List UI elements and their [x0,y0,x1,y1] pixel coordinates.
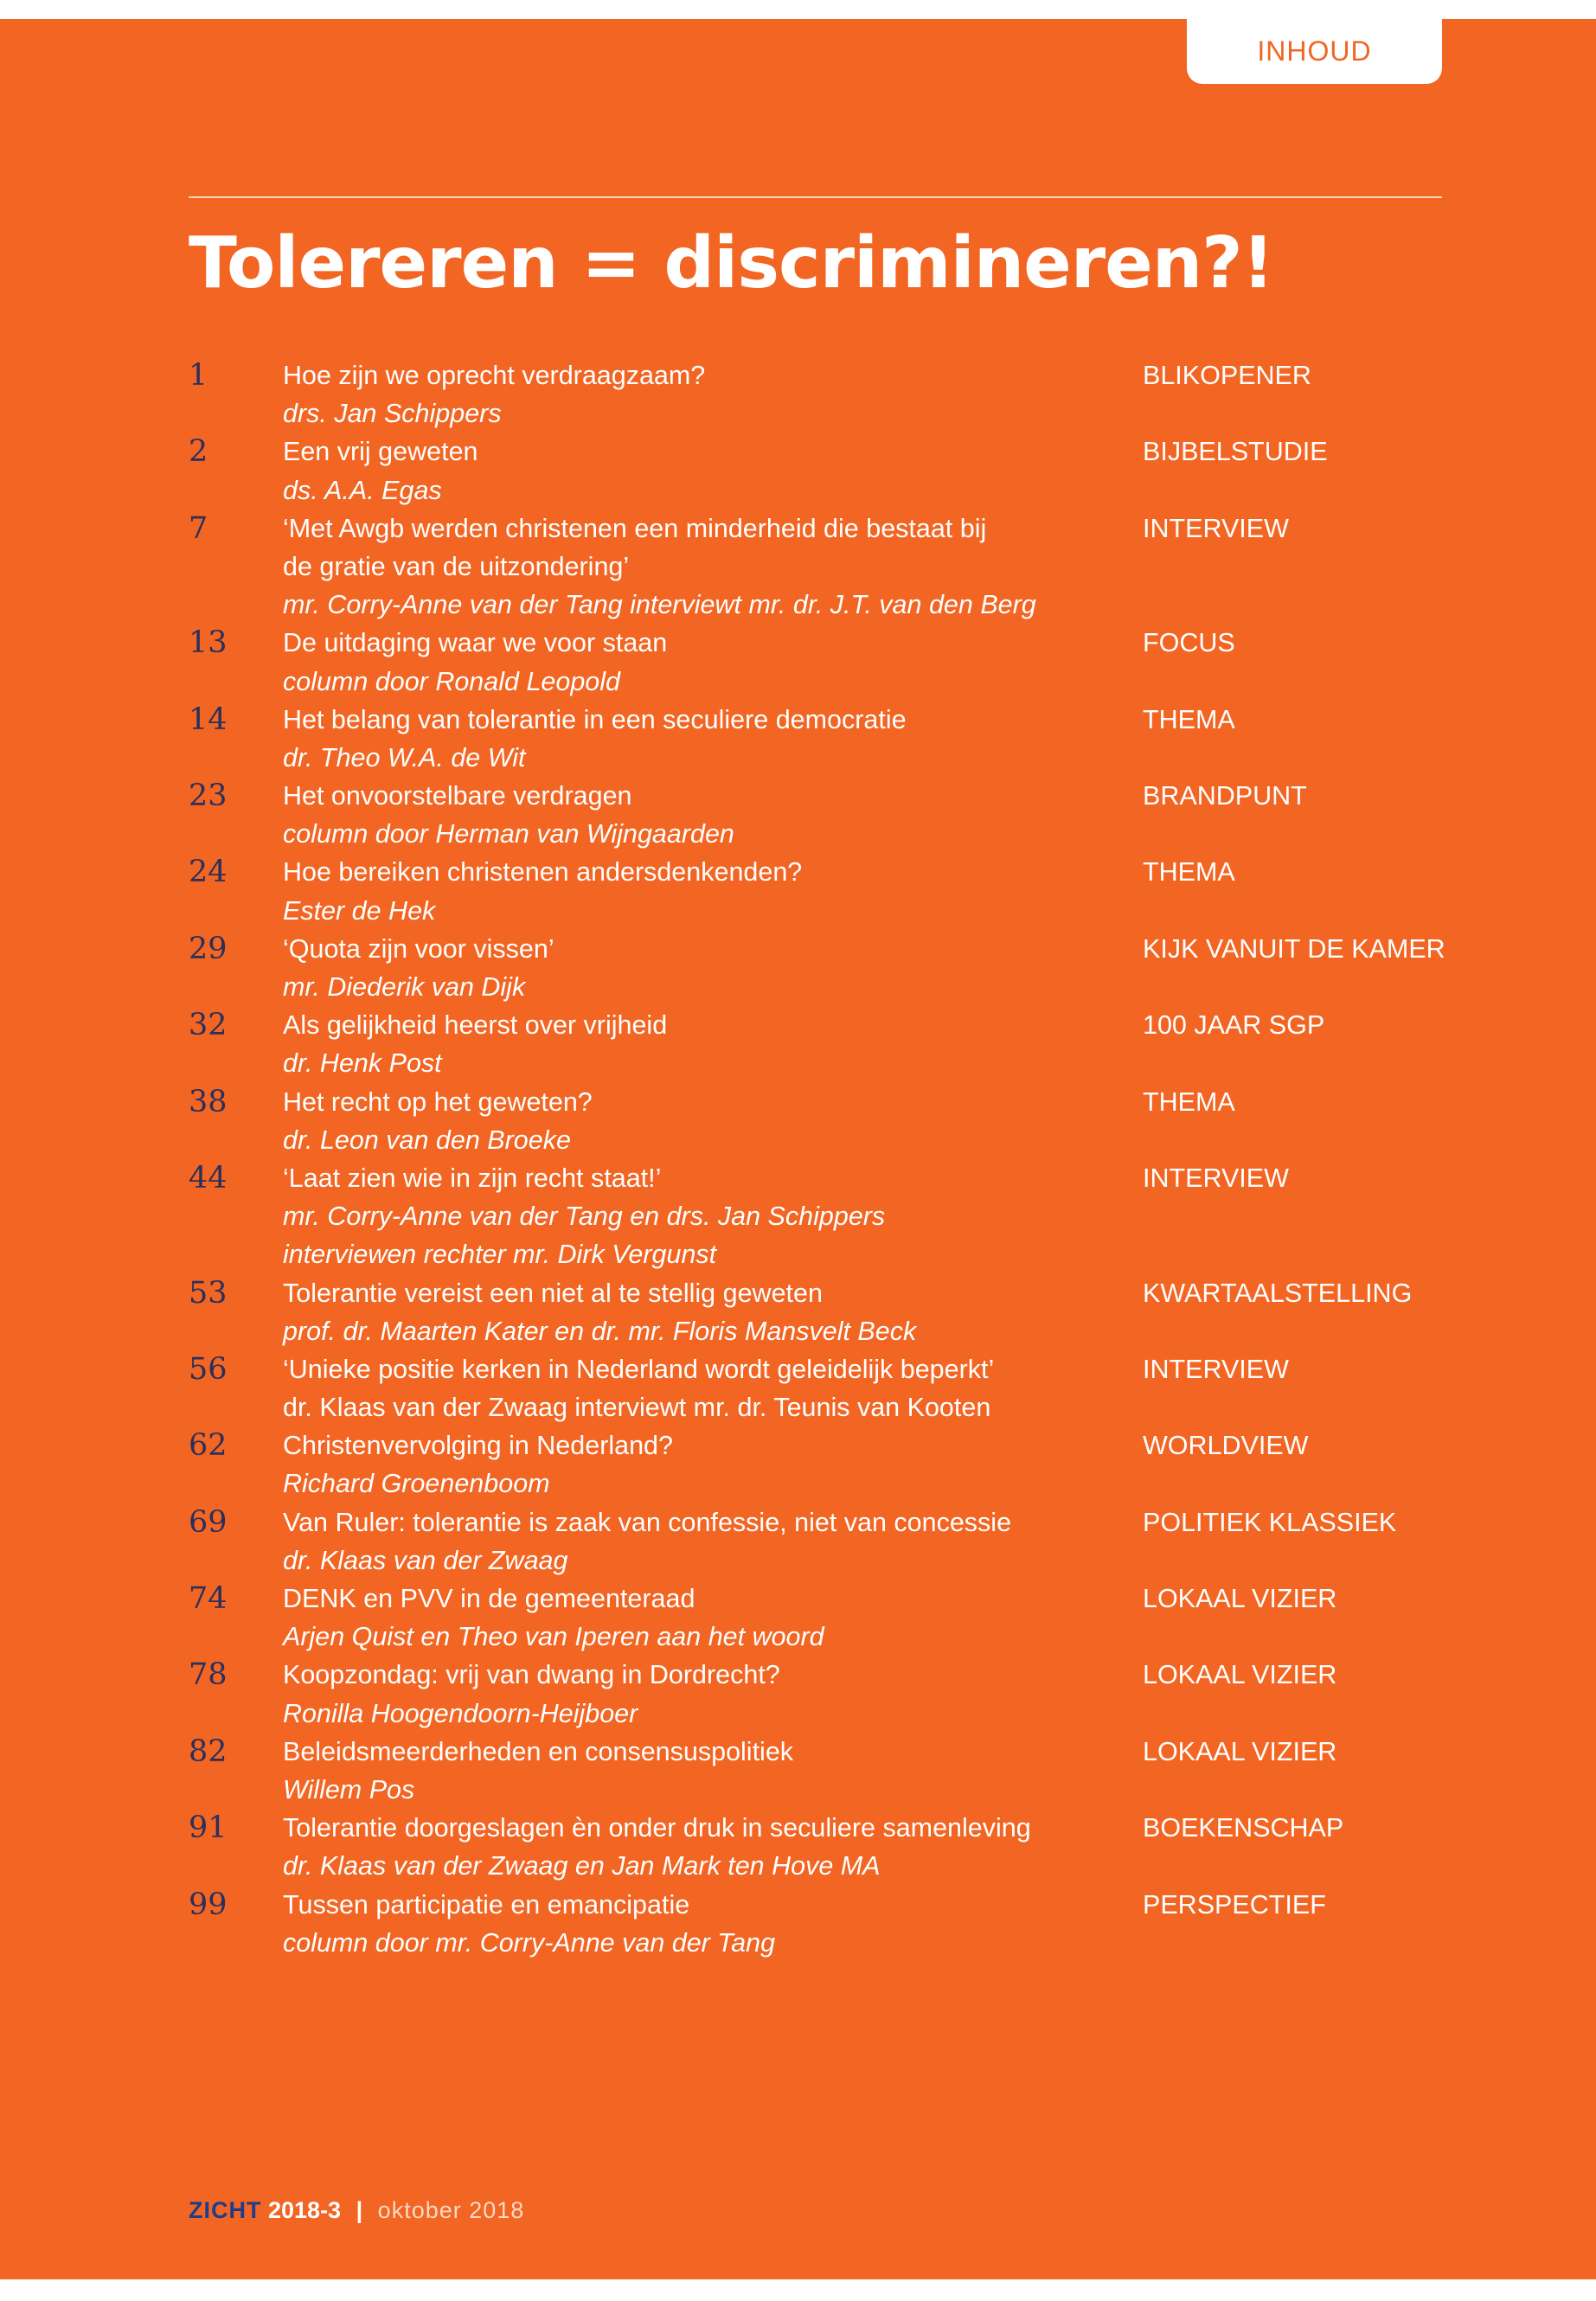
toc-entry[interactable] [189,1274,1442,1350]
toc-article-title: ‘Laat zien wie in zijn recht staat!’ [283,1163,662,1193]
toc-entry[interactable] [189,853,1442,929]
toc-category: BIJBELSTUDIE [1143,437,1328,467]
toc-entry[interactable] [189,1733,1442,1809]
toc-page-number: 29 [189,931,228,966]
toc-page-number: 2 [189,434,208,470]
footer-date: oktober 2018 [377,2197,525,2223]
footer-separator: | [356,2197,363,2223]
toc-category: 100 JAAR SGP [1143,1010,1325,1041]
toc-entry[interactable] [189,1350,1442,1426]
toc-author: column door Ronald Leopold [283,666,620,696]
toc-author: prof. dr. Maarten Kater en dr. mr. Floris Mansvelt Beck [283,1316,917,1346]
toc-article-title: De uitdaging waar we voor staan [283,628,668,658]
toc-article-title: DENK en PVV in de gemeenteraad [283,1584,695,1613]
toc-author: dr. Theo W.A. de Wit [283,742,526,772]
toc-article-title: Christenvervolging in Nederland? [283,1431,673,1461]
toc-author: drs. Jan Schippers [283,399,502,429]
toc-author: mr. Diederik van Dijk [283,972,526,1002]
toc-article-title-continued: de gratie van de uitzondering’ [283,551,630,581]
toc-category: POLITIEK KLASSIEK [1143,1507,1397,1537]
header-rule [189,196,1442,198]
toc-entry[interactable] [189,1083,1442,1159]
toc-entry[interactable] [189,930,1445,1006]
toc-article-title: Hoe bereiken christenen andersdenkenden? [283,857,803,888]
toc-category: LOKAAL VIZIER [1143,1660,1337,1690]
toc-category: KWARTAALSTELLING [1143,1278,1413,1308]
toc-page-number: 24 [189,855,228,890]
toc-entry[interactable] [189,1503,1442,1580]
toc-author: column door mr. Corry-Anne van der Tang [283,1927,776,1958]
toc-article-title: Tolerantie vereist een niet al te stellig geweten [283,1278,823,1308]
page [0,19,1596,2279]
toc-category: INTERVIEW [1143,1354,1289,1384]
toc-article-title: Het belang van tolerantie in een seculiere democratie [283,704,907,734]
toc-entry[interactable] [189,1809,1442,1885]
toc-article-title: Beleidsmeerderheden en consensuspolitiek [283,1736,794,1766]
toc-page-number: 69 [189,1504,228,1540]
toc-entry[interactable] [189,1656,1442,1732]
toc-page-number: 82 [189,1734,228,1769]
toc-author: Willem Pos [283,1774,415,1804]
toc-article-title-continued: dr. Klaas van der Zwaag interviewt mr. dr. Teunis van Kooten [283,1393,991,1423]
toc-entry[interactable] [189,1886,1442,1962]
toc-article-title: Van Ruler: tolerantie is zaak van confessie, niet van concessie [283,1507,1012,1537]
toc-article-title: Een vrij geweten [283,437,478,467]
toc-article-title: ‘Quota zijn voor vissen’ [283,933,554,964]
toc-author: dr. Leon van den Broeke [283,1125,571,1155]
footer [189,2197,524,2224]
toc-author: Arjen Quist en Theo van Iperen aan het woord [283,1622,824,1652]
toc-author: mr. Corry-Anne van der Tang interviewt mr. dr. J.T. van den Berg [283,590,1036,620]
toc-entry[interactable] [189,1580,1442,1656]
toc-category: LOKAAL VIZIER [1143,1584,1337,1613]
toc-author: interviewen rechter mr. Dirk Vergunst [283,1240,717,1270]
toc-page-number: 13 [189,625,228,661]
toc-article-title: Als gelijkheid heerst over vrijheid [283,1010,668,1041]
toc-category: BOEKENSCHAP [1143,1813,1344,1843]
toc-author: Richard Groenenboom [283,1469,550,1499]
toc-author: Ronilla Hoogendoorn-Heijboer [283,1698,638,1728]
toc-entry[interactable] [189,1006,1442,1082]
toc-article-title: ‘Unieke positie kerken in Nederland wordt geleidelijk beperkt’ [283,1354,995,1384]
toc-category: BRANDPUNT [1143,781,1307,811]
toc-author: dr. Henk Post [283,1048,442,1079]
toc-category: PERSPECTIEF [1143,1889,1326,1920]
page-title: Tolereren = discrimineren?! [189,222,1274,304]
toc-category: BLIKOPENER [1143,361,1311,390]
toc-author: mr. Corry-Anne van der Tang en drs. Jan Schippers [283,1202,886,1232]
toc-author: Ester de Hek [283,895,436,926]
toc-author: dr. Klaas van der Zwaag en Jan Mark ten Hove MA [283,1851,881,1881]
toc-entry[interactable] [189,510,1442,625]
section-tab-inhoud: INHOUD [1187,19,1442,84]
toc-page-number: 7 [189,510,208,546]
footer-magazine-name: ZICHT [189,2197,262,2223]
toc-page-number: 38 [189,1084,228,1119]
toc-entry[interactable] [189,356,1442,433]
toc-category: THEMA [1143,704,1235,734]
toc-entry[interactable] [189,777,1442,853]
toc-category: INTERVIEW [1143,1163,1289,1193]
toc-author: dr. Klaas van der Zwaag [283,1545,568,1575]
toc-category: WORLDVIEW [1143,1431,1309,1461]
toc-page-number: 74 [189,1581,228,1616]
toc-article-title: Tussen participatie en emancipatie [283,1889,690,1920]
toc-entry[interactable] [189,433,1442,509]
toc-entry[interactable] [189,624,1442,700]
toc-page-number: 78 [189,1657,228,1693]
toc-article-title: ‘Met Awgb werden christenen een minderheid die bestaat bij [283,513,987,543]
toc-category: FOCUS [1143,628,1235,658]
toc-entry[interactable] [189,1426,1442,1503]
toc-page-number: 23 [189,779,228,814]
toc-category: LOKAAL VIZIER [1143,1736,1337,1766]
toc-author: ds. A.A. Egas [283,475,442,505]
toc-author: column door Herman van Wijngaarden [283,819,734,849]
toc-category: KIJK VANUIT DE KAMER [1143,933,1445,964]
toc-article-title: Tolerantie doorgeslagen èn onder druk in seculiere samenleving [283,1813,1031,1843]
toc-page-number: 91 [189,1811,228,1846]
toc-entry[interactable] [189,701,1442,777]
toc-article-title: Het recht op het geweten? [283,1086,593,1117]
toc-page-number: 56 [189,1351,228,1387]
toc-page-number: 53 [189,1275,228,1311]
toc-category: INTERVIEW [1143,513,1289,543]
toc-page-number: 44 [189,1160,228,1195]
toc-article-title: Het onvoorstelbare verdragen [283,781,632,811]
toc-article-title: Koopzondag: vrij van dwang in Dordrecht? [283,1660,780,1690]
toc-page-number: 32 [189,1008,228,1043]
toc-article-title: Hoe zijn we oprecht verdraagzaam? [283,361,706,390]
toc-entry[interactable] [189,1159,1442,1274]
toc-page-number: 62 [189,1428,228,1464]
footer-issue: 2018-3 [268,2197,342,2223]
toc-category: THEMA [1143,1086,1235,1117]
toc-page-number: 1 [189,358,208,393]
toc-page-number: 99 [189,1887,228,1922]
table-of-contents [189,356,1445,1962]
toc-category: THEMA [1143,857,1235,888]
toc-page-number: 14 [189,702,228,737]
